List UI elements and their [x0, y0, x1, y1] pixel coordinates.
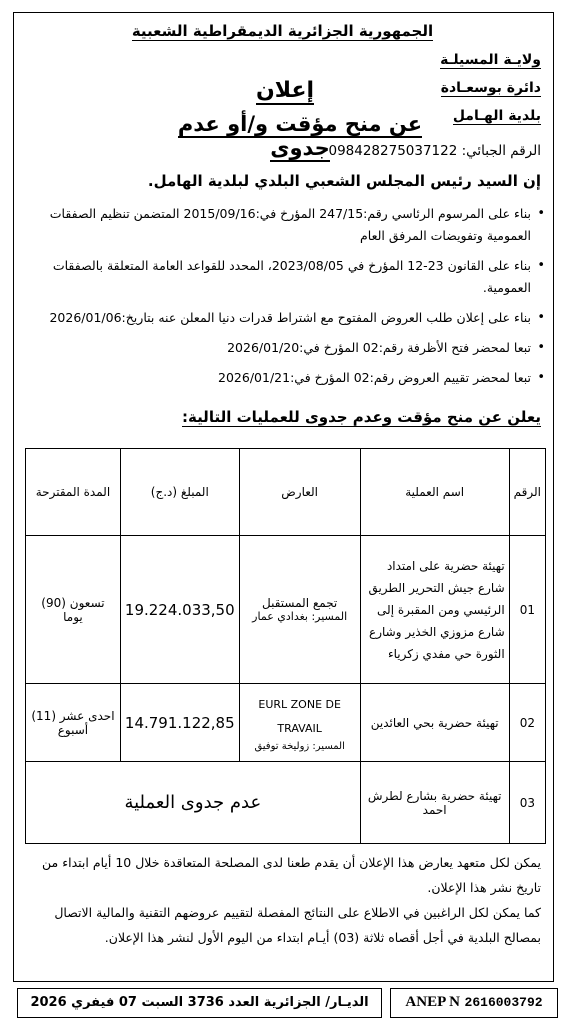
operations-announcement: يعلن عن منح مؤقت وعدم جدوى للعمليات التالية: [181, 408, 541, 426]
bidder-manager: المسير: بغدادي عمار [252, 610, 348, 623]
appeal-notice: يمكن لكل متعهد يعارض هذا الإعلان أن يقدم طعنا لدى المصلحة المتعاقدة خلال 10 أيام ابتداء من تاريخ نشر هذا الإعلان. [42, 855, 541, 895]
row-operation: تهيئة حضرية بشارع لطرش احمد [360, 762, 509, 844]
fiscal-number: الرقم الجبائي: 098428275037122 [328, 143, 541, 159]
table-row [26, 536, 546, 684]
table-row [26, 684, 546, 762]
row-operation: تهيئة حضرية على امتداد شارع جيش التحرير الطريق الرئيسي ومن المقبرة إلى شارع مزوزي الخذير وشارع الثورة حي مفدي زكرياء [360, 536, 509, 684]
row-amount: 19.224.033,50 [120, 536, 239, 684]
newspaper-reference: الديـار/ الجزائرية العدد 3736 السبت 07 فيفري 2026 [17, 988, 382, 1018]
header-num: الرقم [509, 449, 545, 536]
row-bidder [239, 684, 360, 762]
row-duration: تسعون (90) يوما [26, 536, 121, 684]
bidder-name-line-2: TRAVAIL [277, 722, 322, 735]
table-header-row [26, 449, 546, 536]
anep-label: ANEP N [405, 994, 461, 1010]
bidder-manager: المسير: زوليخة توفيق [254, 741, 345, 752]
intro-statement: إن السيد رئيس المجلس الشعبي البلدي لبلدية الهامل. [147, 172, 541, 190]
row-num: 01 [509, 536, 545, 684]
footer-text [16, 850, 541, 950]
anep-code: 2616003792 [464, 995, 543, 1010]
header-bidder: العارض [239, 449, 360, 536]
row-num: 02 [509, 684, 545, 762]
row-amount: 14.791.122,85 [120, 684, 239, 762]
row-operation: تهيئة حضرية بحي العائدين [360, 684, 509, 762]
bidder-name: EURL ZONE DE [258, 698, 341, 711]
table-row [26, 762, 546, 844]
announcement-subtitle: عن منح مؤقت و/أو عدم جدوى [177, 112, 423, 160]
republic-header: الجمهورية الجزائرية الديمقراطية الشعبية [131, 22, 434, 40]
row-duration: احدى عشر (11) أسبوع [26, 684, 121, 762]
row-num: 03 [509, 762, 545, 844]
legal-basis-list [25, 203, 545, 397]
header-amount: المبلغ (د.ج) [120, 449, 239, 536]
bidder-name: تجمع المستقبل [262, 596, 338, 610]
wilaya-label: ولايـة المسيلـة [440, 52, 541, 68]
anep-reference [390, 988, 558, 1018]
commune-label: بلدية الهـامل [452, 108, 541, 124]
legal-basis-item: • تبعا لمحضر تقييم العروض رقم:02 المؤرخ في:2026/01/21 [25, 367, 545, 389]
row-status: عدم جدوى العملية [26, 762, 361, 844]
legal-basis-item: • بناء على إعلان طلب العروض المفتوح مع اشتراط قدرات دنيا المعلن عنه بتاريخ:2026/01/06 [25, 307, 545, 329]
daira-label: دائرة بوسعـادة [440, 80, 541, 96]
row-bidder [239, 536, 360, 684]
legal-basis-item: • بناء على القانون 23-12 المؤرخ في 2023/08/05، المحدد للقواعد العامة المتعلقة بالصفقات العمومية. [25, 255, 545, 299]
consultation-notice: كما يمكن لكل الراغبين في الاطلاع على النتائج المفصلة لتقييم عروضهم التقنية والمالية الاتصال بمصالح البلدية في أجل أقصاه ثلاثة (03) أيـام ابتداء من اليوم الأول لنشر هذا الإعلان. [54, 905, 541, 945]
announcement-title: إعلان [255, 78, 315, 103]
header-operation: اسم العملية [360, 449, 509, 536]
header-duration: المدة المقترحة [26, 449, 121, 536]
legal-basis-item: • بناء على المرسوم الرئاسي رقم:247/15 المؤرخ في:2015/09/16 المتضمن تنظيم الصفقات العمومية وتفويضات المرفق العام [25, 203, 545, 247]
operations-table [25, 448, 546, 844]
legal-basis-item: • تبعا لمحضر فتح الأظرفة رقم:02 المؤرخ في:2026/01/20 [25, 337, 545, 359]
